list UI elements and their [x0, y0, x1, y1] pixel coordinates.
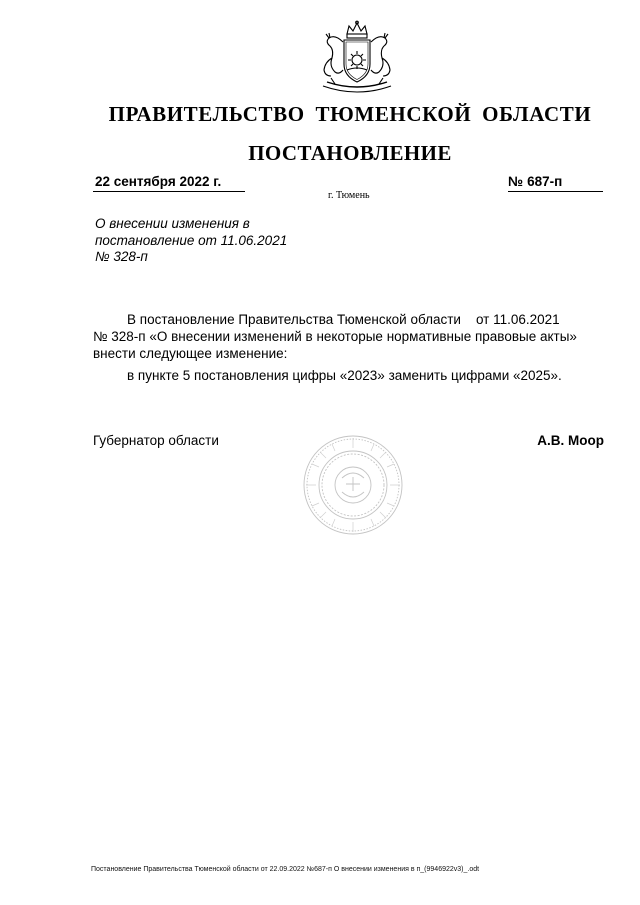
body-line: внести следующее изменение:: [93, 346, 288, 361]
body-line: № 328-п «О внесении изменений в некоторые нормативные правовые акты»: [93, 329, 577, 344]
document-date: 22 сентября 2022 г.: [93, 173, 245, 192]
subject-line: О внесении изменения в: [95, 216, 250, 231]
body-paragraph-2: в пункте 5 постановления цифры «2023» заменить цифрами «2025».: [127, 368, 562, 383]
document-body: [93, 311, 605, 384]
document-number: 687-п: [527, 174, 563, 189]
official-seal-icon: [302, 434, 404, 536]
subject-line: постановление от 11.06.2021: [95, 232, 288, 248]
document-type-title: ПОСТАНОВЛЕНИЕ: [248, 141, 452, 165]
signatory-name: А.В. Моор: [537, 433, 604, 448]
tyumen-region-coat-of-arms-icon: [313, 20, 401, 98]
document-city: г. Тюмень: [328, 190, 370, 201]
signatory-title: Губернатор области: [93, 433, 219, 448]
document-number-field: [508, 173, 603, 192]
subject-line: № 328-п: [95, 249, 148, 264]
number-sign: №: [508, 174, 524, 189]
government-title: ПРАВИТЕЛЬСТВО ТЮМЕНСКОЙ ОБЛАСТИ: [108, 102, 592, 126]
body-line: В постановление Правительства Тюменской области от 11.06.2021: [127, 312, 560, 327]
document-footer: Постановление Правительства Тюменской области от 22.09.2022 №687-п О внесении изменения в п_(9946922v3)_.odt: [91, 866, 480, 873]
document-subject: [95, 216, 335, 266]
